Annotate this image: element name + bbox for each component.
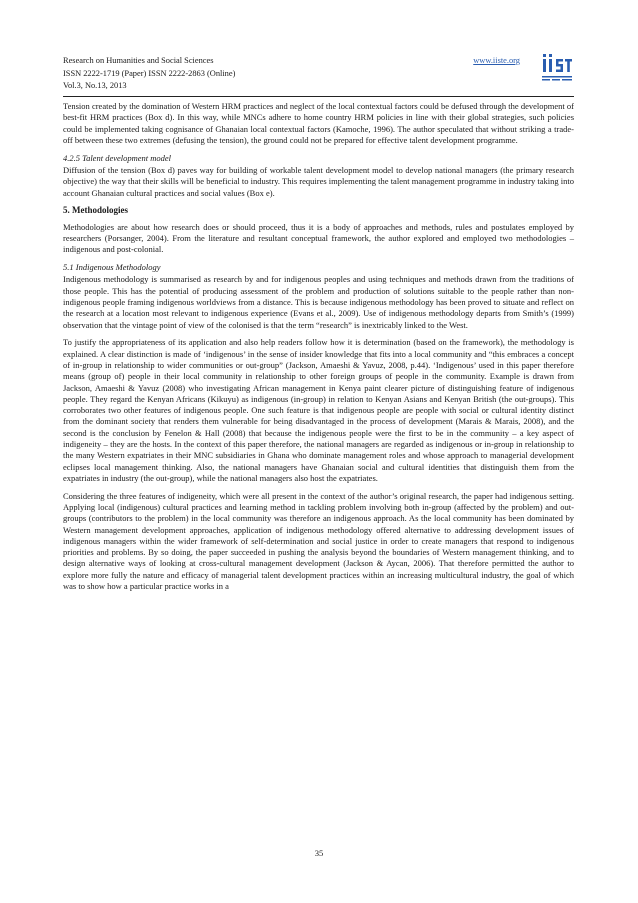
journal-title: Research on Humanities and Social Sciences (63, 56, 214, 65)
paragraph: Diffusion of the tension (Box d) paves way for building of workable talent development model to develop national managers (the primary research objective) the way that their skills will be beneficial to industry. This requires implementing the talent management programme in industry taking into account Ghanaian cultural practices and social values (Box e). (63, 164, 574, 198)
paragraph: To justify the appropriateness of its application and also help readers follow how it is determination (based on the framework), the methodology is explained. A clear distinction is made of ‘indigenous’ in the sense of insider knowledge that fits into a local community and “this embraces a concept of in-group in relationship to wider communities or out-group” (Jackson, Amaeshi & Yavuz, 2008, p.44). ‘Indigenous’ used in this paper therefore means (group of) people in their local community in relationship to other foreign groups of people in the community. Example is drawn from Jackson, Amaeshi & Yavuz (2008) who investigating African management in Kenya paint clearer picture of distinguishing feature of indigenous people. They regard the Kenyan Africans (Kikuyu) as indigenous (in-group) in relation to Kenyan Asians and Kenyan British (the out-groups). This corroborates two other features of indigenous people. One such feature is that indigenous people are people with social or cultural identity distinct from the dominant society that renders them vulnerable for being disadvantaged in the process of development (Marais & Marais, 2008), and the second is the conclusion by Fenelon & Hall (2008) that because the indigenous people were the first to be in the community – a key aspect of indigeneity – they are the hosts. In the context of this paper therefore, the national managers are regarded as indigenous or in-group in relationship to the many Western expatriates in their MNC subsidiaries in Ghana who dominate management roles and whose approach to managerial development eclipses local management thinking. Also, the national managers have Ghanaian social and cultural identities that distinguish them from the expatriates in industry (the out-group), while the national managers also host the expatriates. (63, 337, 574, 483)
page-number: 35 (314, 848, 324, 858)
paragraph: Tension created by the domination of Western HRM practices and neglect of the local contextual factors could be defused through the development of best-fit HRM practices (Box d). In this way, while MNCs adhere to home country HRM policies in line with their global strategies, such policies could be implemented taking cognisance of Ghanaian local contextual factors (Kamoche, 1996). The author speculated that without striking a trade-off between these two extremes (defusing the tension), the ground could not be prepared for effective talent development programme. (63, 101, 574, 145)
subsection-heading-4-2-5: 4.2.5 Talent development model (63, 152, 172, 163)
running-header (63, 55, 573, 93)
article-body (63, 101, 574, 599)
subsection-heading-5-1: 5.1 Indigenous Methodology (63, 262, 161, 273)
journal-url-link[interactable]: www.iiste.org (473, 56, 520, 65)
iiste-logo (540, 52, 574, 84)
volume-line: Vol.3, No.13, 2013 (63, 81, 127, 91)
paragraph: Indigenous methodology is summarised as research by and for indigenous peoples and using techniques and methods drawn from the traditions of those people. This has the potential of producing assessment of the problem and production of solutions suitable to the people rather than non-indigenous people framing indigenous worldviews from a distance. This is because indigenous methodology has been proved to situate and reflect on the research at a location most relevant to indigenous experience (Evans et al., 2009). Use of indigenous methodology departs from Smith’s (1999) observation that the vintage point of view of the colonised is that the term “research” is inextricably linked to the West. (63, 274, 574, 330)
paragraph: Methodologies are about how research does or should proceed, thus it is a body of approaches and methods, rules and postulates employed by researchers (Porsanger, 2004). From the literature and resultant conceptual framework, the author explored and employed two methodologies – indigenous and post-colonial. (63, 221, 574, 255)
paragraph: Considering the three features of indigeneity, which were all present in the context of the author’s original research, the paper had indigenous setting. Applying local (indigenous) cultural practices and learning method in tackling problem involving both in-group (affected by the problem) and out-groups (contributors to the problem) in the local community was therefore an indigenous approach. As the local community has been dominated by Western management development approaches, application of indigenous methodology offered alternative to addressing development issues of indigenous managers within the wider framework of self-determination and social justice in order to create managers that respond to indigenous priorities and problems. By so doing, the paper succeeded in pushing the analysis beyond the boundaries of Western management thinking, and to design alternative ways of looking at cross-cultural management development (Jackson & Aycan, 2006). That therefore permitted the author to explore more fully the nature and efficacy of managerial talent development practices within an increasing multicultural industry, the goal of which was to show how a particular practice works in a (63, 490, 574, 592)
header-rule (63, 96, 574, 97)
section-heading-5: 5. Methodologies (63, 205, 128, 216)
issn-line: ISSN 2222-1719 (Paper) ISSN 2222-2863 (Online) (63, 68, 236, 78)
